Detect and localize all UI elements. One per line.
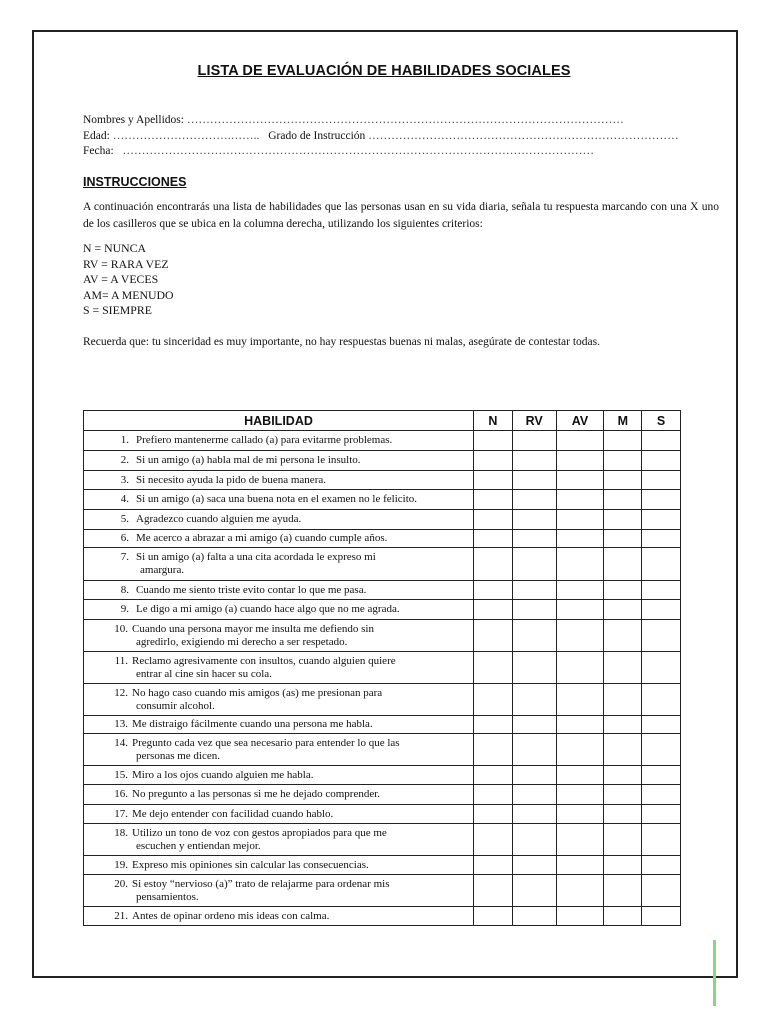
skill-cell (84, 824, 474, 856)
table-row (84, 716, 681, 734)
answer-cell-s[interactable] (642, 451, 681, 471)
table-row (84, 490, 681, 510)
item-text-line: Agradezco cuando alguien me ayuda. (136, 513, 302, 525)
item-text (136, 551, 473, 577)
item-text (132, 655, 473, 681)
grade-blank[interactable]: ……………………………………………………………………… (368, 129, 679, 142)
answer-cell-av[interactable] (556, 530, 604, 548)
answer-cell-m[interactable] (604, 620, 642, 652)
table-row (84, 620, 681, 652)
answer-cell-n[interactable] (474, 734, 513, 766)
item-number: 16. (114, 788, 128, 800)
skills-table (83, 410, 681, 926)
table-row (84, 431, 681, 451)
skill-cell (84, 600, 474, 620)
personal-data-fields (83, 113, 703, 160)
item-text-line: Expreso mis opiniones sin calcular las consecuencias. (132, 858, 369, 871)
item-text-line: Si un amigo (a) habla mal de mi persona le insulto. (136, 454, 361, 466)
skill-cell (84, 451, 474, 471)
item-text-line: Me dejo entender con facilidad cuando hablo. (132, 807, 334, 820)
item-text-line: Prefiero mantenerme callado (a) para evitarme problemas. (136, 434, 393, 446)
skill-cell (84, 490, 474, 510)
answer-cell-rv[interactable] (512, 805, 556, 824)
answer-cell-n[interactable] (474, 600, 513, 620)
skill-cell (84, 734, 474, 766)
item-text (136, 532, 473, 545)
item-number: 3. (120, 473, 129, 486)
table-row (84, 451, 681, 471)
item-text (132, 769, 473, 782)
answer-cell-av[interactable] (556, 431, 604, 451)
answer-cell-n[interactable] (474, 684, 513, 716)
answer-cell-n[interactable] (474, 451, 513, 471)
answer-cell-m[interactable] (604, 530, 642, 548)
age-grade-field[interactable] (83, 129, 703, 145)
skill-cell (84, 548, 474, 581)
table-row (84, 875, 681, 907)
answer-cell-m[interactable] (604, 652, 642, 684)
grade-label: Grado de Instrucción (268, 129, 366, 142)
answer-cell-av[interactable] (556, 451, 604, 471)
sincerity-note: Recuerda que: tu sinceridad es muy importante, no hay respuestas buenas ni malas, asegúrate de contestar todas. (83, 336, 601, 348)
skill-cell (84, 907, 474, 926)
item-number: 4. (120, 493, 129, 505)
skill-cell (84, 620, 474, 652)
item-text-line: Si un amigo (a) falta a una cita acordada le expreso mi (136, 551, 376, 563)
answer-cell-av[interactable] (556, 785, 604, 805)
answer-cell-rv[interactable] (512, 431, 556, 451)
table-row (84, 530, 681, 548)
answer-cell-rv[interactable] (512, 734, 556, 766)
item-number: 12. (114, 686, 128, 699)
answer-cell-av[interactable] (556, 875, 604, 907)
answer-cell-n[interactable] (474, 620, 513, 652)
skill-cell (84, 716, 474, 734)
table-row (84, 856, 681, 875)
answer-cell-rv[interactable] (512, 766, 556, 785)
answer-cell-s[interactable] (642, 716, 681, 734)
answer-cell-s[interactable] (642, 875, 681, 907)
item-text (136, 493, 473, 506)
item-number: 21. (114, 909, 128, 922)
date-blank[interactable]: …………………………………………………………………………………………………………… (122, 145, 595, 157)
skill-cell (84, 856, 474, 875)
answer-cell-m[interactable] (604, 600, 642, 620)
answer-cell-n[interactable] (474, 652, 513, 684)
item-text-line: Reclamo agresivamente con insultos, cuando alguien quiere (132, 654, 396, 667)
answer-cell-av[interactable] (556, 490, 604, 510)
answer-cell-av[interactable] (556, 805, 604, 824)
answer-cell-m[interactable] (604, 581, 642, 600)
answer-cell-n[interactable] (474, 824, 513, 856)
item-number: 7. (120, 551, 129, 563)
item-text (136, 584, 473, 597)
item-number: 10. (114, 622, 128, 635)
answer-cell-s[interactable] (642, 766, 681, 785)
answer-cell-av[interactable] (556, 716, 604, 734)
answer-cell-n[interactable] (474, 856, 513, 875)
answer-cell-av[interactable] (556, 907, 604, 926)
item-number: 17. (114, 807, 128, 820)
answer-cell-m[interactable] (604, 431, 642, 451)
item-text-line: Cuando una persona mayor me insulta me defiendo sin (132, 622, 374, 635)
item-text-line: Pregunto cada vez que sea necesario para entender lo que las (132, 736, 400, 749)
answer-cell-n[interactable] (474, 510, 513, 530)
answer-cell-av[interactable] (556, 510, 604, 530)
item-text-line: Me distraigo fácilmente cuando una persona me habla. (132, 718, 373, 730)
answer-cell-rv[interactable] (512, 581, 556, 600)
answer-cell-n[interactable] (474, 471, 513, 490)
answer-cell-m[interactable] (604, 548, 642, 581)
item-text (136, 513, 473, 526)
table-row (84, 548, 681, 581)
name-field[interactable] (83, 113, 703, 129)
item-text (136, 434, 473, 447)
item-number: 1. (120, 434, 129, 446)
criteria-item: AM= A MENUDO (83, 287, 174, 302)
answer-cell-rv[interactable] (512, 530, 556, 548)
item-text-line: personas me dicen. (136, 749, 220, 762)
answer-cell-n[interactable] (474, 907, 513, 926)
item-text-line: agredirlo, exigiendo mi derecho a ser respetado. (136, 635, 348, 648)
table-row (84, 907, 681, 926)
answer-cell-s[interactable] (642, 734, 681, 766)
table-row (84, 824, 681, 856)
criteria-item: RV = RARA VEZ (83, 256, 169, 271)
answer-cell-m[interactable] (604, 716, 642, 734)
instructions-text: A continuación encontrarás una lista de habilidades que las personas usan en su vida diaria, señala tu respuesta marcando con una X uno de los casilleros que se ubica en la columna derecha, utilizando los siguientes criterios: (83, 201, 719, 230)
answer-cell-n[interactable] (474, 716, 513, 734)
answer-cell-m[interactable] (604, 785, 642, 805)
answer-cell-rv[interactable] (512, 684, 556, 716)
item-text-line: Miro a los ojos cuando alguien me habla. (132, 768, 314, 781)
answer-cell-s[interactable] (642, 805, 681, 824)
date-field[interactable] (83, 144, 703, 160)
answer-cell-m[interactable] (604, 856, 642, 875)
item-number: 18. (114, 826, 128, 839)
answer-cell-n[interactable] (474, 785, 513, 805)
answer-cell-s[interactable] (642, 490, 681, 510)
answer-cell-av[interactable] (556, 856, 604, 875)
item-text (136, 603, 473, 616)
table-row (84, 734, 681, 766)
answer-cell-av[interactable] (556, 620, 604, 652)
answer-cell-s[interactable] (642, 581, 681, 600)
table-row (84, 805, 681, 824)
item-text (132, 910, 473, 923)
answer-cell-av[interactable] (556, 734, 604, 766)
answer-cell-m[interactable] (604, 510, 642, 530)
answer-cell-rv[interactable] (512, 856, 556, 875)
answer-cell-n[interactable] (474, 805, 513, 824)
item-number: 8. (120, 583, 129, 596)
answer-cell-m[interactable] (604, 734, 642, 766)
item-text (132, 808, 473, 821)
answer-cell-rv[interactable] (512, 907, 556, 926)
answer-cell-m[interactable] (604, 490, 642, 510)
age-label: Edad: (83, 129, 110, 142)
item-text (132, 788, 473, 801)
skill-cell (84, 530, 474, 548)
answer-cell-rv[interactable] (512, 490, 556, 510)
skill-cell (84, 652, 474, 684)
answer-cell-n[interactable] (474, 875, 513, 907)
answer-cell-s[interactable] (642, 510, 681, 530)
skill-cell (84, 805, 474, 824)
answer-cell-rv[interactable] (512, 620, 556, 652)
item-text (132, 737, 473, 763)
table-row (84, 510, 681, 530)
item-text (132, 827, 473, 853)
header-rv: RV (512, 411, 556, 431)
answer-cell-rv[interactable] (512, 824, 556, 856)
answer-cell-m[interactable] (604, 907, 642, 926)
item-number: 19. (114, 858, 128, 871)
item-number: 13. (114, 718, 128, 730)
answer-cell-m[interactable] (604, 766, 642, 785)
item-text-line: pensamientos. (136, 890, 199, 903)
answer-cell-n[interactable] (474, 548, 513, 581)
answer-cell-s[interactable] (642, 684, 681, 716)
answer-cell-s[interactable] (642, 824, 681, 856)
answer-cell-rv[interactable] (512, 875, 556, 907)
item-number: 9. (120, 603, 129, 615)
item-number: 11. (114, 654, 128, 667)
answer-cell-s[interactable] (642, 431, 681, 451)
answer-cell-m[interactable] (604, 471, 642, 490)
answer-cell-av[interactable] (556, 581, 604, 600)
answer-cell-s[interactable] (642, 620, 681, 652)
item-text-line: Si un amigo (a) saca una buena nota en el examen no le felicito. (136, 493, 418, 505)
name-blank[interactable]: …………………………………………………………………………………………………… (186, 114, 624, 126)
answer-cell-n[interactable] (474, 766, 513, 785)
answer-cell-m[interactable] (604, 824, 642, 856)
skill-cell (84, 581, 474, 600)
margin-line (713, 940, 716, 1006)
item-number: 14. (114, 736, 128, 749)
skill-cell (84, 471, 474, 490)
answer-cell-n[interactable] (474, 530, 513, 548)
answer-cell-s[interactable] (642, 652, 681, 684)
item-text-line: consumir alcohol. (136, 699, 215, 712)
answer-cell-rv[interactable] (512, 451, 556, 471)
item-text (132, 623, 473, 649)
age-blank[interactable]: ………………………….…….. (112, 129, 260, 142)
answer-cell-av[interactable] (556, 652, 604, 684)
answer-cell-rv[interactable] (512, 785, 556, 805)
item-text (132, 859, 473, 872)
answer-cell-s[interactable] (642, 548, 681, 581)
skill-cell (84, 431, 474, 451)
answer-cell-s[interactable] (642, 530, 681, 548)
item-text-line: amargura. (140, 564, 185, 576)
date-label: Fecha: (83, 145, 114, 157)
answer-cell-s[interactable] (642, 907, 681, 926)
document-title: LISTA DE EVALUACIÓN DE HABILIDADES SOCIALES (197, 63, 571, 79)
item-text-line: Le digo a mi amigo (a) cuando hace algo que no me agrada. (136, 603, 400, 615)
item-text-line: Si estoy “nervioso (a)” trato de relajarme para ordenar mis (132, 877, 390, 890)
item-text-line: Me acerco a abrazar a mi amigo (a) cuando cumple años. (136, 532, 388, 544)
answer-cell-s[interactable] (642, 471, 681, 490)
item-text (132, 878, 473, 904)
answer-cell-m[interactable] (604, 875, 642, 907)
answer-cell-av[interactable] (556, 600, 604, 620)
table-header-row (84, 411, 681, 431)
answer-cell-m[interactable] (604, 684, 642, 716)
answer-cell-rv[interactable] (512, 716, 556, 734)
item-text-line: Utilizo un tono de voz con gestos apropiados para que me (132, 826, 387, 839)
item-text-line: Cuando me siento triste evito contar lo que me pasa. (136, 583, 367, 596)
answer-cell-av[interactable] (556, 824, 604, 856)
answer-cell-n[interactable] (474, 431, 513, 451)
skill-cell (84, 510, 474, 530)
criteria-item: S = SIEMPRE (83, 303, 152, 317)
table-row (84, 766, 681, 785)
item-text (132, 718, 473, 731)
item-number: 5. (120, 513, 129, 525)
header-habilidad: HABILIDAD (84, 411, 474, 431)
table-row (84, 684, 681, 716)
item-text-line: entrar al cine sin hacer su cola. (136, 667, 272, 680)
answer-cell-m[interactable] (604, 451, 642, 471)
item-number: 2. (120, 454, 129, 466)
item-text-line: No hago caso cuando mis amigos (as) me presionan para (132, 686, 383, 699)
item-number: 6. (120, 532, 129, 544)
table-row (84, 581, 681, 600)
skill-cell (84, 785, 474, 805)
header-m: M (604, 411, 642, 431)
answer-cell-rv[interactable] (512, 471, 556, 490)
item-text (132, 687, 473, 713)
answer-cell-rv[interactable] (512, 510, 556, 530)
skill-cell (84, 875, 474, 907)
header-n: N (474, 411, 513, 431)
answer-cell-av[interactable] (556, 471, 604, 490)
item-text (136, 454, 473, 467)
answer-cell-av[interactable] (556, 684, 604, 716)
answer-cell-av[interactable] (556, 548, 604, 581)
item-text-line: escuchen y entiendan mejor. (136, 839, 261, 852)
answer-cell-n[interactable] (474, 490, 513, 510)
header-av: AV (556, 411, 604, 431)
answer-cell-rv[interactable] (512, 652, 556, 684)
answer-cell-m[interactable] (604, 805, 642, 824)
answer-cell-av[interactable] (556, 766, 604, 785)
item-number: 20. (114, 877, 128, 890)
table-row (84, 785, 681, 805)
instructions-heading: INSTRUCCIONES (83, 175, 187, 189)
item-text-line: No pregunto a las personas si me he dejado comprender. (132, 788, 381, 800)
table-row (84, 600, 681, 620)
item-text (136, 474, 473, 487)
answer-cell-s[interactable] (642, 856, 681, 875)
answer-cell-n[interactable] (474, 581, 513, 600)
skill-cell (84, 684, 474, 716)
answer-cell-s[interactable] (642, 600, 681, 620)
criteria-item: N = NUNCA (83, 241, 147, 255)
table-row (84, 471, 681, 490)
answer-cell-rv[interactable] (512, 600, 556, 620)
table-row (84, 652, 681, 684)
criteria-list (83, 241, 174, 319)
header-s: S (642, 411, 681, 431)
item-text-line: Antes de opinar ordeno mis ideas con calma. (132, 909, 330, 922)
criteria-item: AV = A VECES (83, 272, 159, 286)
answer-cell-s[interactable] (642, 785, 681, 805)
skill-cell (84, 766, 474, 785)
item-text-line: Si necesito ayuda la pido de buena manera. (136, 473, 326, 486)
answer-cell-rv[interactable] (512, 548, 556, 581)
name-label: Nombres y Apellidos: (83, 114, 184, 126)
item-number: 15. (114, 768, 128, 781)
